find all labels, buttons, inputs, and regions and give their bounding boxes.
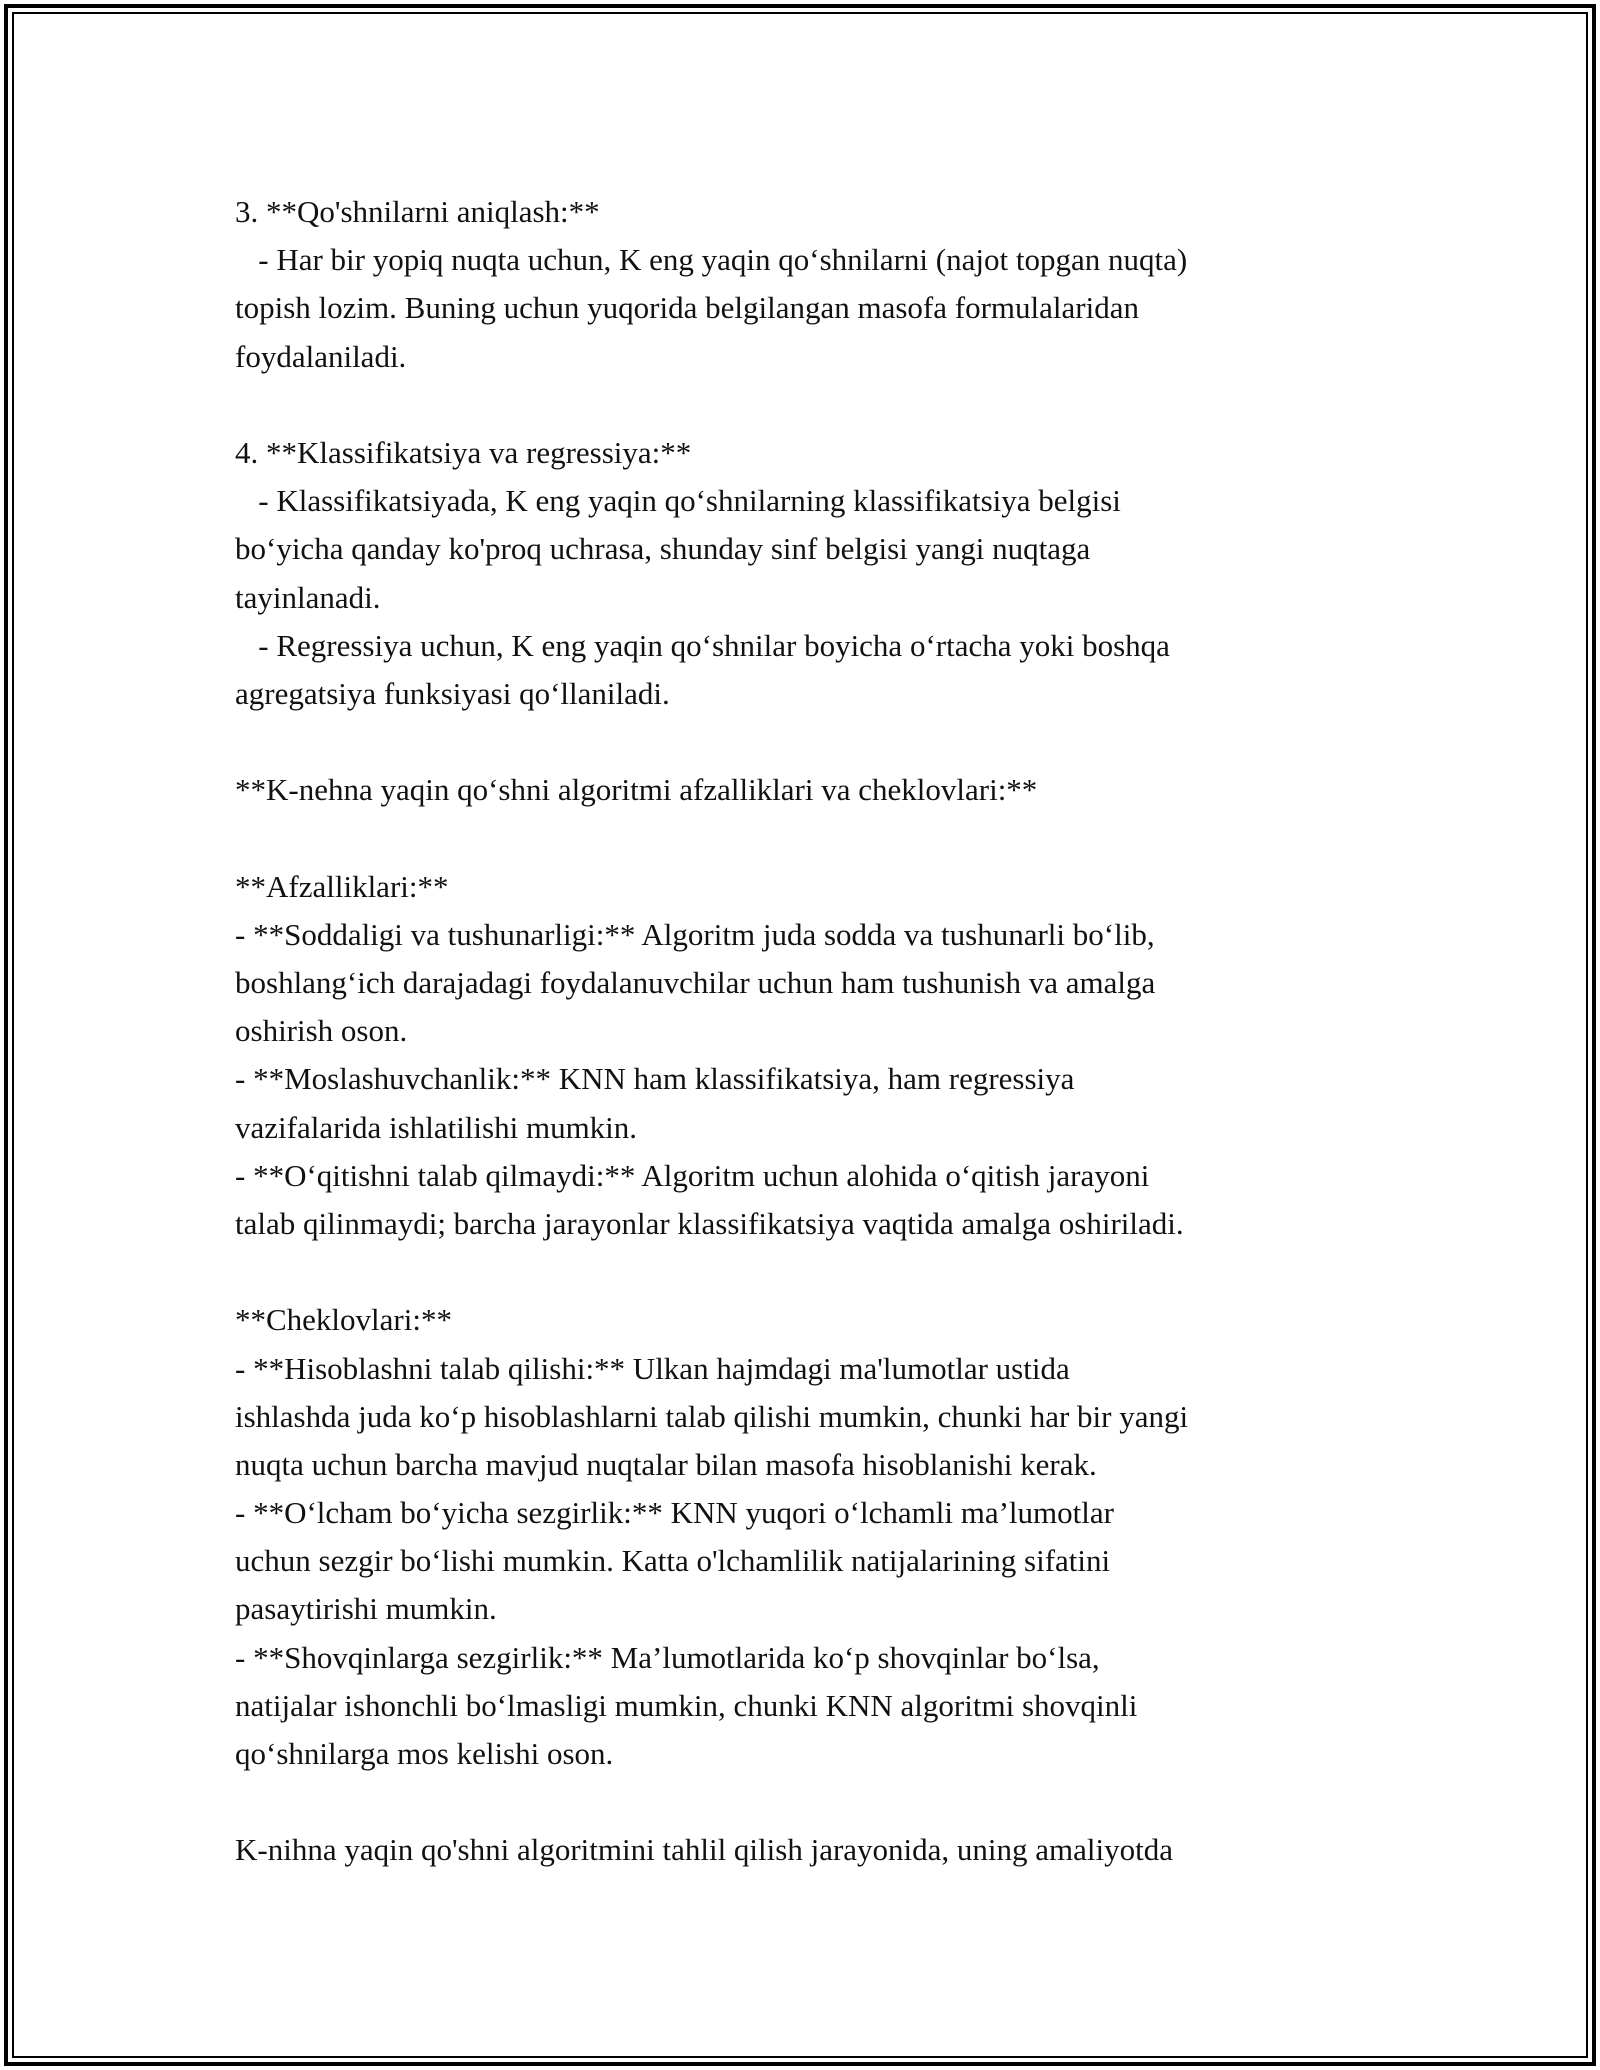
text-line: oshirish oson. [235,1013,408,1049]
text-line: **K-nehna yaqin qo‘shni algoritmi afzalliklari va cheklovlari:** [235,772,1038,808]
blank-line [235,381,1395,429]
text-line: - **Soddaligi va tushunarligi:** Algoritm juda sodda va tushunarli bo‘lib, [235,916,1155,952]
text-line: 3. **Qo'shnilarni aniqlash:** [235,194,600,229]
document-body [235,188,1395,1875]
text-line: - Har bir yopiq nuqta uchun, K eng yaqin qo‘shnilarni (najot topgan nuqta) [235,242,1188,278]
text-line: - Regressiya uchun, K eng yaqin qo‘shnilar boyicha o‘rtacha yoki boshqa [235,627,1170,663]
text-line: agregatsiya funksiyasi qo‘llaniladi. [235,675,670,711]
text-line: pasaytirishi mumkin. [235,1591,497,1627]
blank-line [235,1248,1395,1296]
text-line: tayinlanadi. [235,579,381,615]
text-line: vazifalarida ishlatilishi mumkin. [235,1109,638,1145]
text-line: - **O‘lcham bo‘yicha sezgirlik:** KNN yuqori o‘lchamli ma’lumotlar [235,1495,1114,1531]
text-line: bo‘yicha qanday ko'proq uchrasa, shunday sinf belgisi yangi nuqtaga [235,531,1091,567]
text-line: - **O‘qitishni talab qilmaydi:** Algoritm uchun alohida o‘qitish jarayoni [235,1157,1150,1193]
text-line: talab qilinmaydi; barcha jarayonlar klassifikatsiya vaqtida amalga oshiriladi. [235,1205,1184,1241]
blank-line [235,1778,1395,1826]
text-line: **Cheklovlari:** [235,1302,452,1338]
blank-line [235,718,1395,766]
text-line: 4. **Klassifikatsiya va regressiya:** [235,434,692,470]
text-line: - **Shovqinlarga sezgirlik:** Ma’lumotlarida ko‘p shovqinlar bo‘lsa, [235,1639,1100,1675]
blank-line [235,814,1395,862]
text-line: - **Moslashuvchanlik:** KNN ham klassifikatsiya, ham regressiya [235,1061,1075,1097]
text-line: natijalar ishonchli bo‘lmasligi mumkin, chunki KNN algoritmi shovqinli [235,1687,1138,1723]
text-line: topish lozim. Buning uchun yuqorida belgilangan masofa formulalaridan [235,290,1139,326]
text-line: uchun sezgir bo‘lishi mumkin. Katta o'lchamlilik natijalarining sifatini [235,1543,1111,1579]
text-line: - **Hisoblashni talab qilishi:** Ulkan hajmdagi ma'lumotlar ustida [235,1350,1070,1386]
text-line: - Klassifikatsiyada, K eng yaqin qo‘shnilarning klassifikatsiya belgisi [235,483,1121,519]
text-line: **Afzalliklari:** [235,868,449,904]
text-line: K-nihna yaqin qo'shni algoritmini tahlil qilish jarayonida, uning amaliyotda [235,1832,1174,1868]
text-line: boshlang‘ich darajadagi foydalanuvchilar uchun ham tushunish va amalga [235,965,1156,1000]
text-line: nuqta uchun barcha mavjud nuqtalar bilan masofa hisoblanishi kerak. [235,1446,1097,1482]
text-line: qo‘shnilarga mos kelishi oson. [235,1736,614,1771]
text-line: foydalaniladi. [235,338,407,374]
text-line: ishlashda juda ko‘p hisoblashlarni talab qilishi mumkin, chunki har bir yangi [235,1398,1189,1434]
